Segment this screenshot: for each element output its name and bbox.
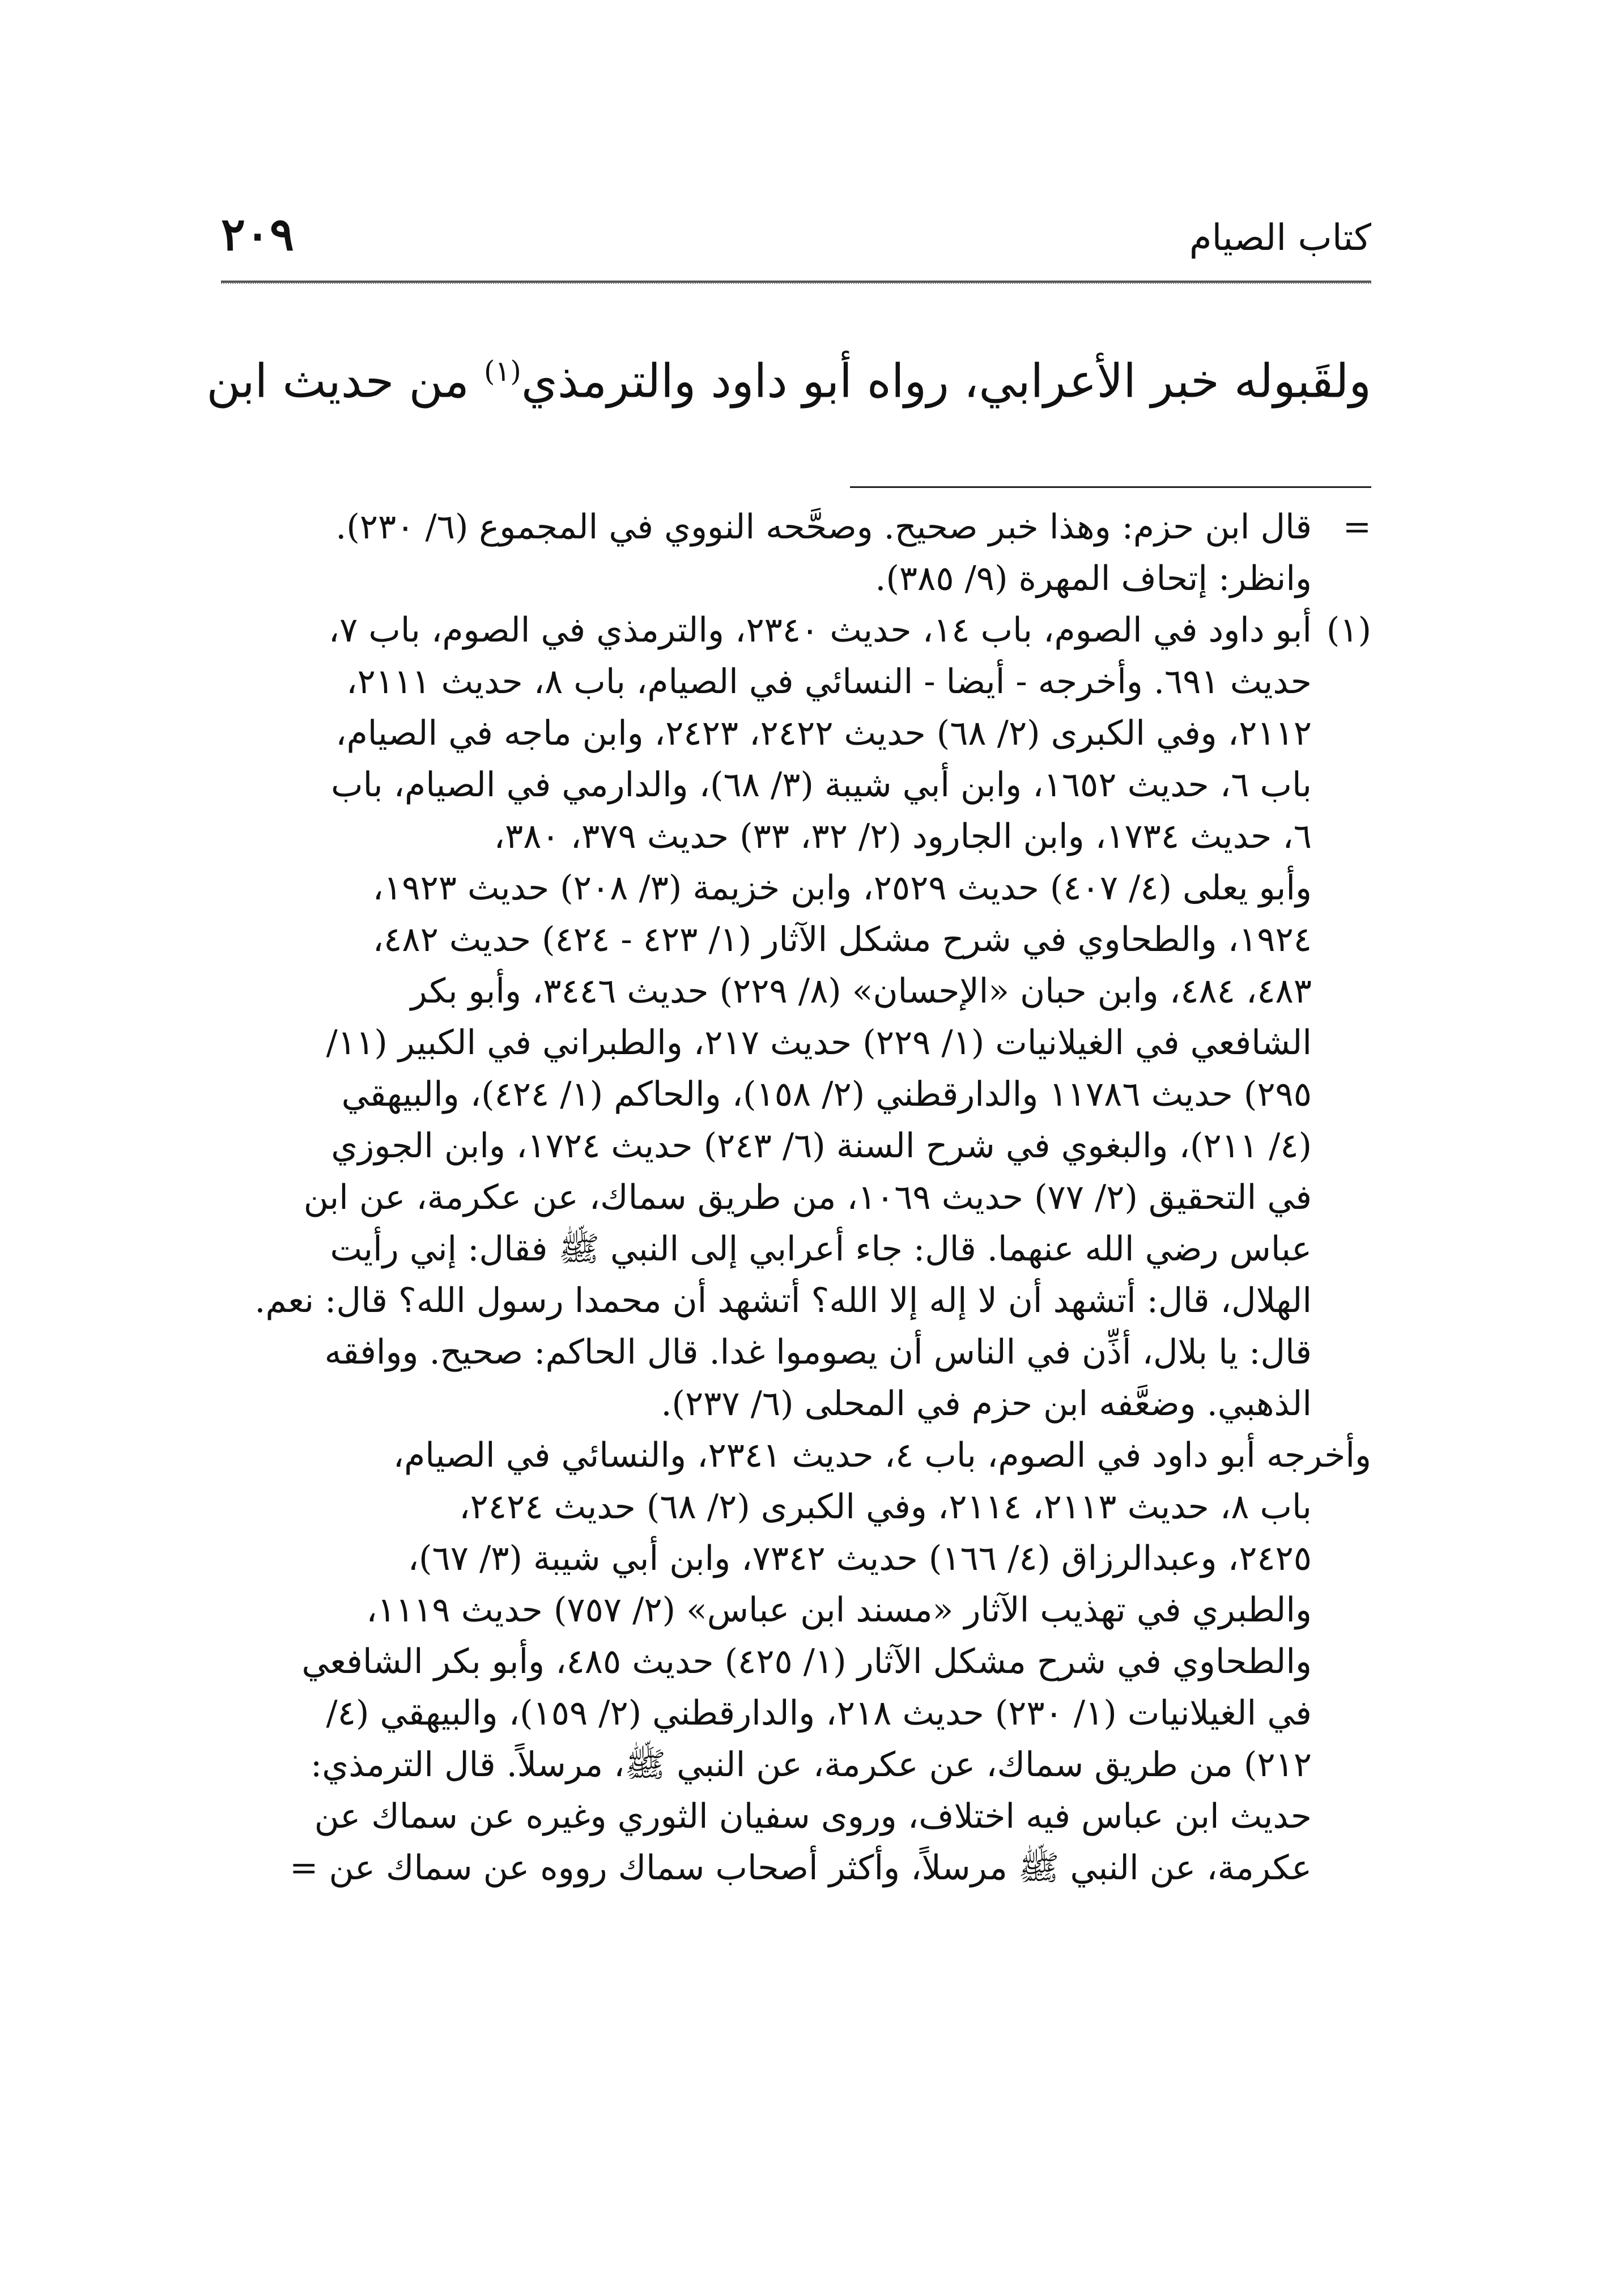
main-text-line bbox=[206, 329, 1371, 424]
footnote-1-line: (١)أبو داود في الصوم، باب ١٤، حديث ٢٣٤٠، والترمذي في الصوم، باب ٧، bbox=[221, 605, 1371, 656]
footnote-reference-1: (١) bbox=[483, 355, 521, 388]
footnote-1-line: الهلال، قال: أتشهد أن لا إله إلا الله؟ أتشهد أن محمدا رسول الله؟ قال: نعم. bbox=[254, 1281, 1312, 1320]
page-header bbox=[221, 204, 1371, 272]
footnote-1-line: في التحقيق (٢/ ٧٧) حديث ١٠٦٩، من طريق سماك، عن عكرمة، عن ابن bbox=[303, 1178, 1312, 1217]
footnote-1-paragraph-2-line: ٢٤٢٥، وعبدالرزاق (٤/ ١٦٦) حديث ٧٣٤٢، وابن أبي شيبة (٣/ ٦٧)، bbox=[407, 1539, 1312, 1578]
footnote-1-line: ٦، حديث ١٧٣٤، وابن الجارود (٢/ ٣٢، ٣٣) حديث ٣٧٩، ٣٨٠، bbox=[494, 817, 1312, 856]
footnote-1-line: ١٩٢٤، والطحاوي في شرح مشكل الآثار (١/ ٤٢٣ - ٤٢٤) حديث ٤٨٢، bbox=[372, 920, 1312, 959]
footnote-1-line: قال: يا بلال، أذِّن في الناس أن يصوموا غدا. قال الحاكم: صحيح. ووافقه bbox=[324, 1332, 1312, 1372]
footnote-separator bbox=[850, 486, 1371, 488]
footnote-1-paragraph-2-line: والطبري في تهذيب الآثار «مسند ابن عباس» (٢/ ٧٥٧) حديث ١١١٩، bbox=[366, 1590, 1312, 1630]
footnote-1-line: ٤٨٣، ٤٨٤، وابن حبان «الإحسان» (٨/ ٢٢٩) حديث ٣٤٤٦، وأبو بكر bbox=[410, 971, 1312, 1011]
main-text-end: من حديث ابن bbox=[206, 354, 484, 409]
footnote-1-line: عباس رضي الله عنهما. قال: جاء أعرابي إلى النبي ﷺ فقال: إني رأيت bbox=[330, 1229, 1312, 1269]
main-text-start: ولقَبوله خبر الأعرابي، رواه أبو داود والترمذي bbox=[521, 354, 1371, 409]
page-number: ٢٠٩ bbox=[221, 207, 294, 261]
footnote-1-line: حديث ٦٩١. وأخرجه - أيضا - النسائي في الصيام، باب ٨، حديث ٢١١١، bbox=[346, 662, 1312, 702]
footnote-1-paragraph-2-line: ٢١٢) من طريق سماك، عن عكرمة، عن النبي ﷺ، مرسلاً. قال الترمذي: bbox=[311, 1745, 1312, 1785]
footnote-1-paragraph-2-line: باب ٨، حديث ٢١١٣، ٢١١٤، وفي الكبرى (٢/ ٦٨) حديث ٢٤٢٤، bbox=[459, 1487, 1312, 1527]
footnote-1-line: باب ٦، حديث ١٦٥٢، وابن أبي شيبة (٣/ ٦٨)، والدارمي في الصيام، باب bbox=[331, 765, 1312, 805]
footnote-1-line: ٢٩٥) حديث ١١٧٨٦ والدارقطني (٢/ ١٥٨)، والحاكم (١/ ٤٢٤)، والبيهقي bbox=[341, 1075, 1312, 1114]
header-rule bbox=[221, 281, 1371, 284]
footnote-1-line: (٤/ ٢١١)، والبغوي في شرح السنة (٦/ ٢٤٣) حديث ١٧٢٤، وابن الجوزي bbox=[331, 1126, 1312, 1166]
footnote-1-marker: (١) bbox=[1326, 610, 1371, 650]
footnote-1-paragraph-2-line: والطحاوي في شرح مشكل الآثار (١/ ٤٢٥) حديث ٤٨٥، وأبو بكر الشافعي bbox=[301, 1642, 1312, 1681]
footnote-1-line: وأبو يعلى (٤/ ٤٠٧) حديث ٢٥٢٩، وابن خزيمة (٣/ ٢٠٨) حديث ١٩٢٣، bbox=[372, 868, 1312, 908]
footnote-continuation-line: وانظر: إتحاف المهرة (٩/ ٣٨٥). bbox=[875, 559, 1312, 598]
footnote-1-paragraph-2-line: في الغيلانيات (١/ ٢٣٠) حديث ٢١٨، والدارقطني (٢/ ١٥٩)، والبيهقي (٤/ bbox=[326, 1693, 1312, 1733]
footnote-continuation-line: =قال ابن حزم: وهذا خبر صحيح. وصحَّحه النووي في المجموع (٦/ ٢٣٠). bbox=[221, 502, 1371, 553]
continuation-marker: = bbox=[1342, 507, 1371, 547]
footnote-1-paragraph-2-line: وأخرجه أبو داود في الصوم، باب ٤، حديث ٢٣٤١، والنسائي في الصيام، bbox=[393, 1436, 1371, 1475]
footnote-1-line: ٢١١٢، وفي الكبرى (٢/ ٦٨) حديث ٢٤٢٢، ٢٤٢٣، وابن ماجه في الصيام، bbox=[335, 714, 1312, 753]
footnote-1-paragraph-2-line: حديث ابن عباس فيه اختلاف، وروى سفيان الثوري وغيره عن سماك عن bbox=[314, 1797, 1312, 1836]
footnote-1-paragraph-2-line: عكرمة، عن النبي ﷺ مرسلاً، وأكثر أصحاب سماك رووه عن سماك عن = bbox=[290, 1848, 1312, 1888]
footnotes bbox=[221, 502, 1371, 1894]
footnote-1-line: الشافعي في الغيلانيات (١/ ٢٢٩) حديث ٢١٧، والطبراني في الكبير (١١/ bbox=[326, 1023, 1312, 1063]
book-title: كتاب الصيام bbox=[1189, 217, 1371, 259]
footnote-1-line: الذهبي. وضعَّفه ابن حزم في المحلى (٦/ ٢٣٧). bbox=[661, 1384, 1312, 1424]
